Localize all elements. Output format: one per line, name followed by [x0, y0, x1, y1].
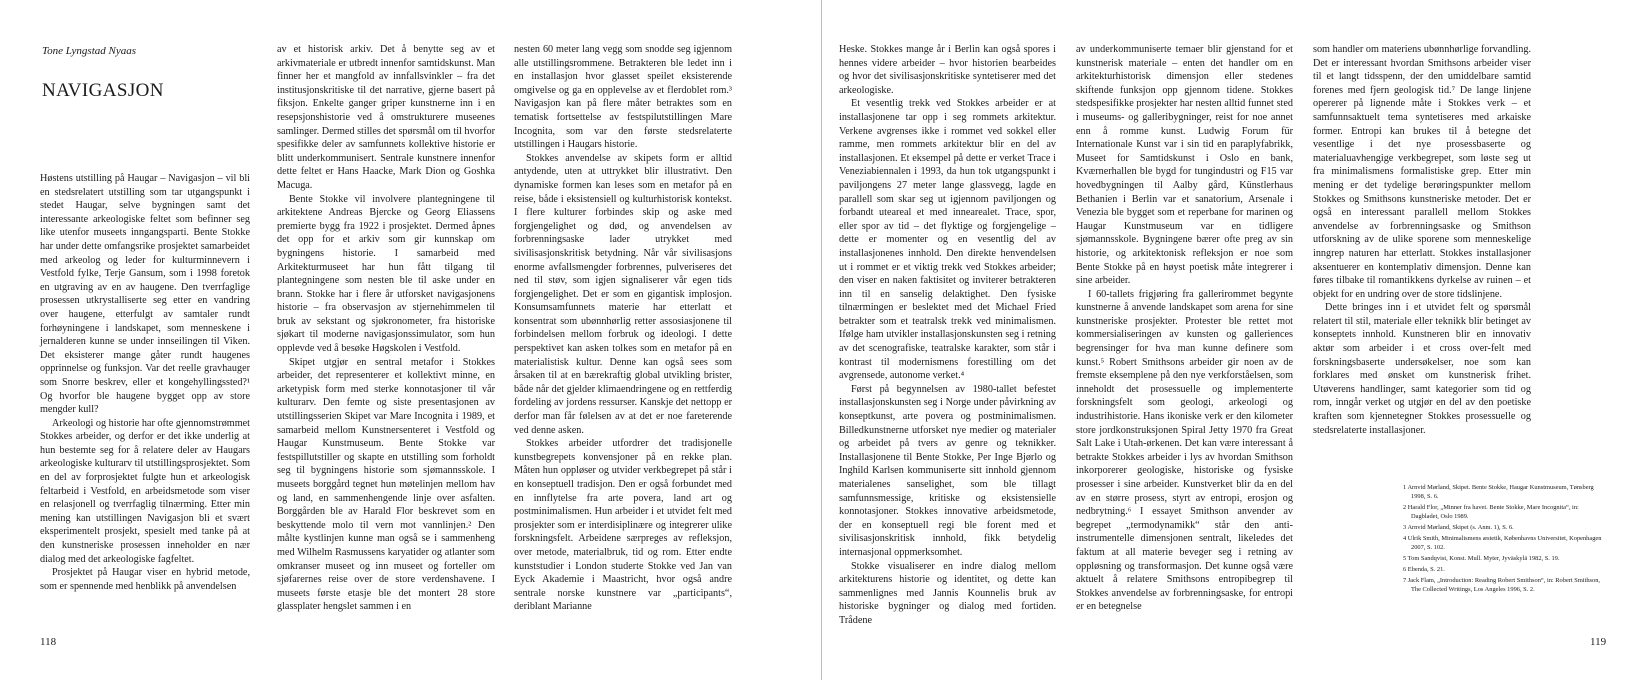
paragraph: Stokke visualiserer en indre dialog mellom arkitekturens historie og identitet, og dette kan sammenlignes med Jannis Kounnelis bruk av historiske bygninger og dialog med fortiden. Trådene: [839, 560, 1056, 626]
page-number-left: 118: [40, 636, 57, 648]
right-column-3: [1313, 43, 1531, 439]
paragraph: av et historisk arkiv. Det å benytte seg av et arkivmateriale er utbredt innenfor samtidskunst. Man finner her et mangfold av innfallsvinkler – fra det institusjonskritiske til det narrative, gjerne basert på fiksjon. Enkelte ganger griper kunstnerne inn i en resepsjonshistorie ved å omstrukturere museenes samlinger. Dermed stilles det spørsmål om til hvorfor spesifikke deler av samfunnets kollektive historie er blitt underkommunisert. Sentrale kunstnere innenfor dette feltet er Hans Haacke, Mark Dion og Goshka Macuga.: [277, 44, 495, 191]
footnote: 7 Jack Flam, „Introduction: Reading Robert Smithson“, in: Robert Smithson, The Collected Writings, Los Angeles 1996, S. 2.: [1403, 577, 1601, 593]
footnote: 1 Arnvid Mørland, Skipet. Bente Stokke, Haugar Kunstmuseum, Tønsberg 1998, S. 6.: [1403, 484, 1594, 500]
left-column-2: [277, 43, 495, 613]
footnote: 3 Arnvid Mørland, Skipet (s. Anm. 1), S. 6.: [1403, 524, 1514, 531]
paragraph: nesten 60 meter lang vegg som snodde seg igjennom alle utstillingsrommene. Betrakteren ble ledet inn i en installasjon hvor glasset speilet eksisterende omgivelse og ga en opplevelse av et flerdoblet rom.³ Navigasjon kan på flere måter betraktes som en tematisk fortsettelse av festspilutstillingen Mare Incognita, som var den første stedsrelaterte utstillingen i Haugars historie.: [514, 44, 732, 151]
footnote: 6 Ebenda, S. 21.: [1403, 566, 1445, 573]
footnotes: [1403, 483, 1603, 596]
footnote: 5 Tom Sandqvist, Konst. Mull. Myter, Jyväskylä 1982, S. 19.: [1403, 555, 1560, 562]
footnote: 4 Ulrik Smith, Minimalismens æstetik, Københavns Universitet, Kopenhagen 2007, S. 102.: [1403, 535, 1602, 551]
paragraph: av underkommuniserte temaer blir gjenstand for et kunstnerisk materiale – enten det handler om en arkitekturhistorisk dimensjon eller stedenes skiftende funksjon opp gjennom tidene. Stokkes stedspesifikke prosjekter har nesten alltid funnet sted i museums- og galleribygninger, reist for noe annet enn å romme kunst. Ludwig Forum für Internationale Kunst var i sin tid en paraplyfabrikk, Museet for Samtidskunst i Oslo en bank, Kværnerhallen ble bygd for tungindustri og F15 var hovedbygningen til Aalby gård, Künstlerhaus Bethanien i Berlin var et sanatorium, Arsenale i Venezia ble bygget som et reperbane for marinen og Haugar Kunstmuseum var en tidligere sjømannsskole. Bygningene bærer ofte preg av sin historie, og arkitektonisk refleksjon er noe som Bente Stokke på en høyst poetisk måte integrerer i sine arbeider.: [1076, 44, 1293, 287]
paragraph: Prosjektet på Haugar viser en hybrid metode, som er spennende med henblikk på anvendelsen: [40, 567, 250, 592]
footnote: 2 Harald Flor, „Minner fra havet. Bente Stokke, Mare Incognita“, in: Dagbladet, Oslo 1989.: [1403, 504, 1579, 520]
paragraph: Stokkes arbeider utfordrer det tradisjonelle kunstbegrepets konvensjoner på en rekke plan. Måten hun oppløser og utvider verkbegrepet på står i en konseptuell tradisjon. Den er også forbundet med en innflytelse fra arte povera, land art og postminimalismen. Hun arbeider i et utvidet felt med prosjekter som er interdisiplinære og integrerer ulike forskningsfelt. Arbeidene særpreges av refleksjon, over metode, materialbruk, tid og rom. Etter endte kunststudier i London studerte Stokke ved Jan van Eyck Akademie i Maastricht, hvor også andre sentrale norske kunstnere var „participants“, deriblant Marianne: [514, 438, 732, 613]
paragraph: Et vesentlig trekk ved Stokkes arbeider er at installasjonene tar opp i seg rommets arkitektur. Verkene avgrenses ikke i rommet ved sokkel eller ramme, men rommets arkitektur blir en del av installasjonen. Et eksempel på dette er verket Trace i Veneziabiennalen i 1993, da hun tok utgangspunkt i paviljongens 27 meter lange glassvegg, lagde en parallell som skar seg ut igjennom paviljongen og forbandt uteareal et med innearealet. Trace, spor, eller spor av tid – det flyktige og forgjengelige – dette er momenter og en vesentlig del av installasjonenes innhold. Den direkte henvendelsen ut i rommet er et viktig trekk ved Stokkes arbeider; den viser en naken faktisitet og inviterer betrakteren inn til en sanselig delaktighet. Den fysiske tilnærmingen er beslektet med det Michael Fried betrakter som et teatralsk trekk ved minimalismen. Ifølge ham utvikler installasjonskunsten seg i retning av det scenografiske, teatralske karakter, som står i kontrast til modernismens forestilling om det avgrensede, autonome verket.⁴: [839, 98, 1056, 382]
paragraph: Skipet utgjør en sentral metafor i Stokkes arbeider, det representerer et kollektivt minne, en arketypisk form med sterke konnotasjoner til vår kulturarv. Den femte og siste presentasjonen av utstillingsserien Skipet var Mare Incognita i 1989, et samarbeid mellom Kunstnersenteret i Vestfold og Haugar Kunstmuseum. Bente Stokke var festspillutstiller og skapte en utstilling som forholdt seg til bygningens historie som sjømannsskole. I museets borggård tegnet hun møtelinjen mellom hav og land, en sammenhengende linje over asfalten. Borggården ble av Harald Flor beskrevet som en beskyttende molo til vern mot vannlinjen.² Den målte kystlinjen kunne man også se i sammenheng med Wilhelm Rasmussens karyatider og atlanter som omkranser museet og inn museet og forteller om sjøfarernes reise over de store verdenshavene. I museets første etasje ble det montert 28 store glassplater hengslet sammen i en: [277, 356, 495, 613]
paragraph: Bente Stokke vil involvere plantegningene til arkitektene Andreas Bjercke og Georg Eliassens premierte bygg fra 1922 i prosjektet. Dermed åpnes det opp for et arkiv som gir kunnskap om bygningens historie. I samarbeid med Arkitekturmuseet har hun fått tilgang til plantegningene som nesten ble til aske under en brann. Stokke har i flere år utforsket navigasjonens historie – fra observasjon av stjernehimmelen til bruk av sekstant og sjøkronometer, fra historiske sjøkart til moderne navigasjonssimulator, som hun opplevde ved å besøke Høgskolen i Vestfold.: [277, 193, 495, 355]
page-number-right: 119: [1590, 636, 1607, 648]
article-title: NAVIGASJON: [42, 80, 164, 101]
paragraph: Først på begynnelsen av 1980-tallet befestet installasjonskunsten seg i Norge under påvirkning av konseptkunst, arte povera og postminimalismen. Billedkunstnerne utforsket nye medier og materialer og arbeidet på tvers av genre og teknikker. Installasjonene til Bente Stokke, Per Inge Bjørlo og Inghild Karlsen kommuniserte sitt innhold gjennom materialenes sanselighet, som ble tillagt samfunnsmessige, kritiske og eksistensielle konnotasjoner. Stokkes innovative arbeidsmetode, der en konseptuell regi ble forent med et sivilisasjonskritisk innhold, fikk betydelig internasjonal oppmerksomhet.: [839, 383, 1056, 558]
left-column-1: [40, 172, 250, 600]
right-column-2: [1076, 43, 1293, 613]
paragraph: I 60-tallets frigjøring fra gallerirommet begynte kunstnerne å anvende landskapet som arena for sine kunstneriske prosjekter. Protester ble rettet mot kommersialiseringen av kunsten og galleriences begrensinger for hva man kunne definere som kunst.⁵ Robert Smithsons arbeider gir noen av de fremste eksemplene på den nye verkforståelsen, som inneholdt det prosessuelle og implementerte forskningsfelt som geologi, arkeologi og industrihistorie. Hans ikoniske verk er den kilometer store jordkonstruksjonen Spiral Jetty 1970 fra Great Salt Lake i Utah-ørkenen. Det kan være interessant å betrakte Stokkes arbeider i lys av hvordan Smithson inkorporerer geologiske, historiske og fysiske prosesser i sine arbeider. Kunstverket blir da en del av en større prosess, styrt av entropi, erosjon og nedbrytning.⁶ I essayet Smithson anvender av begrepet „termodynamikk“ står den anti-instrumentelle dimensjonen sentralt, likeledes det faktum at all materie beveger seg i retning av oppløsning og transformasjon. Det kunne også være aktuelt å relatere Smithsons entropibegrep til Stokkes anvendelse av forbrenningsaske, for entropi er en betegnelse: [1076, 288, 1293, 613]
paragraph: Dette bringes inn i et utvidet felt og spørsmål relatert til stil, materiale eller teknikk blir betinget av konseptets innhold. Kunstneren blir en innovativ aktør som arbeider i et cross over-felt med forskningsbaserte undersøkelser, noe som kan forklares med ønsket om kunstnerisk frihet. Utøverens handlinger, samt kategorier som tid og rom, inngår verket og utgjør en del av den poetiske kraften som kjennetegner Stokkes prosessuelle og stedsrelaterte installasjoner.: [1313, 302, 1531, 436]
paragraph: som handler om materiens ubønnhørlige forvandling. Det er interessant hvordan Smithsons arbeider viser til et langt tidsspenn, der den umiddelbare samtid forenes med fjern geologisk tid.⁷ De lange linjene opererer på lignende måte i Stokkes verk – et samfunnsaktuelt tema syntetiseres med arkaiske former. Entropi kan brukes til å betegne det vesentlige i det nye prosessbaserte og materialuavhengige verkbegrepet, som løste seg ut fra minimalismens formalistiske grep. Etter min mening er det tydelige berøringspunkter mellom Stokkes og Smithsons kunstneriske metoder. Det er også en interessant parallell mellom Stokkes anvendelse av forbrenningsaske og Smithson utforskning av de ulike sporene som menneskelige inngrep naturen har etterlatt. Stokkes installasjoner aksentuerer en kontemplativ dimensjon. Denne kan føres tilbake til romantikkens dyrkelse av ruinen – et objekt for en undring over de store tidslinjene.: [1313, 44, 1531, 300]
left-column-3: [514, 43, 732, 613]
right-column-1: [839, 43, 1056, 626]
paragraph: Høstens utstilling på Haugar – Navigasjon – vil bli en stedsrelatert utstilling som tar utgangspunkt i stedet Haugar, selve bygningen samt det interessante arkeologiske feltet som befinner seg like utenfor museets inngangsparti. Bente Stokke har under dette omfangsrike prosjektet samarbeidet med arkeolog og leder for kulturminnevern i Vestfold fylke, Terje Gansum, som i 1998 foretok en utgraving av en av haugene. Den tverrfaglige prosessen utkrystalliserte seg etter en vandring over haugene, etterfulgt av samtaler rundt forhøyningene i landskapet, som menneskene i jernalderen kunne se under innseilingen til Viken. Det eksisterer mange gåter rundt haugenes opprinnelse og funksjon. Var det reelle gravhauger som Snorre beskrev, eller et kongehyllingssted?¹ Og hvorfor ble haugene bygget opp av store mengder kull?: [40, 173, 250, 416]
paragraph: Arkeologi og historie har ofte gjennomstrømmet Stokkes arbeider, og derfor er det ikke underlig at hun bestemte seg for å relatere deler av Haugars arkeologiske kulturarv til utstillingsprosjektet. Som en del av forprosjektet fulgte hun et arkeologisk feltarbeid i Vestfold, en arbeidsmetode som viser en relasjonell og tverrfaglig tilnærming. Etter min mening kan utstillingen Navigasjon bli et svært eksperimentelt prosjekt, spesielt med tanke på at den kunstneriske prosessen inneholder en nær dialog med det arkeologiske fagfeltet.: [40, 417, 250, 565]
author-name: Tone Lyngstad Nyaas: [42, 45, 136, 57]
paragraph: Heske. Stokkes mange år i Berlin kan også spores i hennes videre arbeider – hvor historien bearbeides og hvor det sivilisasjonskritiske syntetiserer med det arkeologiske.: [839, 44, 1056, 96]
paragraph: Stokkes anvendelse av skipets form er alltid antydende, uten at uttrykket blir illustrativt. Den dynamiske formen kan leses som en metafor på en reise, både i eksistensiell og kulturhistorisk kontekst. I flere kulturer forbindes skip og aske med forgjengelighet og død, og anvendelsen av forbrenningsaske lader utrykket med sivilisasjonskritisk betydning. Når vår sivilisasjons enorme avfallsmengder forbrennes, pulveriseres det ned til støv, som igjen signaliserer vår egen tids forgjengelighet. Det er som en gigantisk implosjon. Konsumsamfunnets materie har etterlatt et konsentrat som ubønnhørlig retter assosiasjonene til forbindelsen mellom forbruk og ideologi. I dette perspektivet kan asken tolkes som en metafor på en materialistisk kultur. Denne kan også sees som årsaken til at en bærekraftig global utvikling brister, både når det gjelder klimaendringene og en rettferdig fordeling av jordens ressurser. Kanskje det nettopp er derfor man får følelsen av at det er noe fareterende ved denne asken.: [514, 152, 732, 436]
